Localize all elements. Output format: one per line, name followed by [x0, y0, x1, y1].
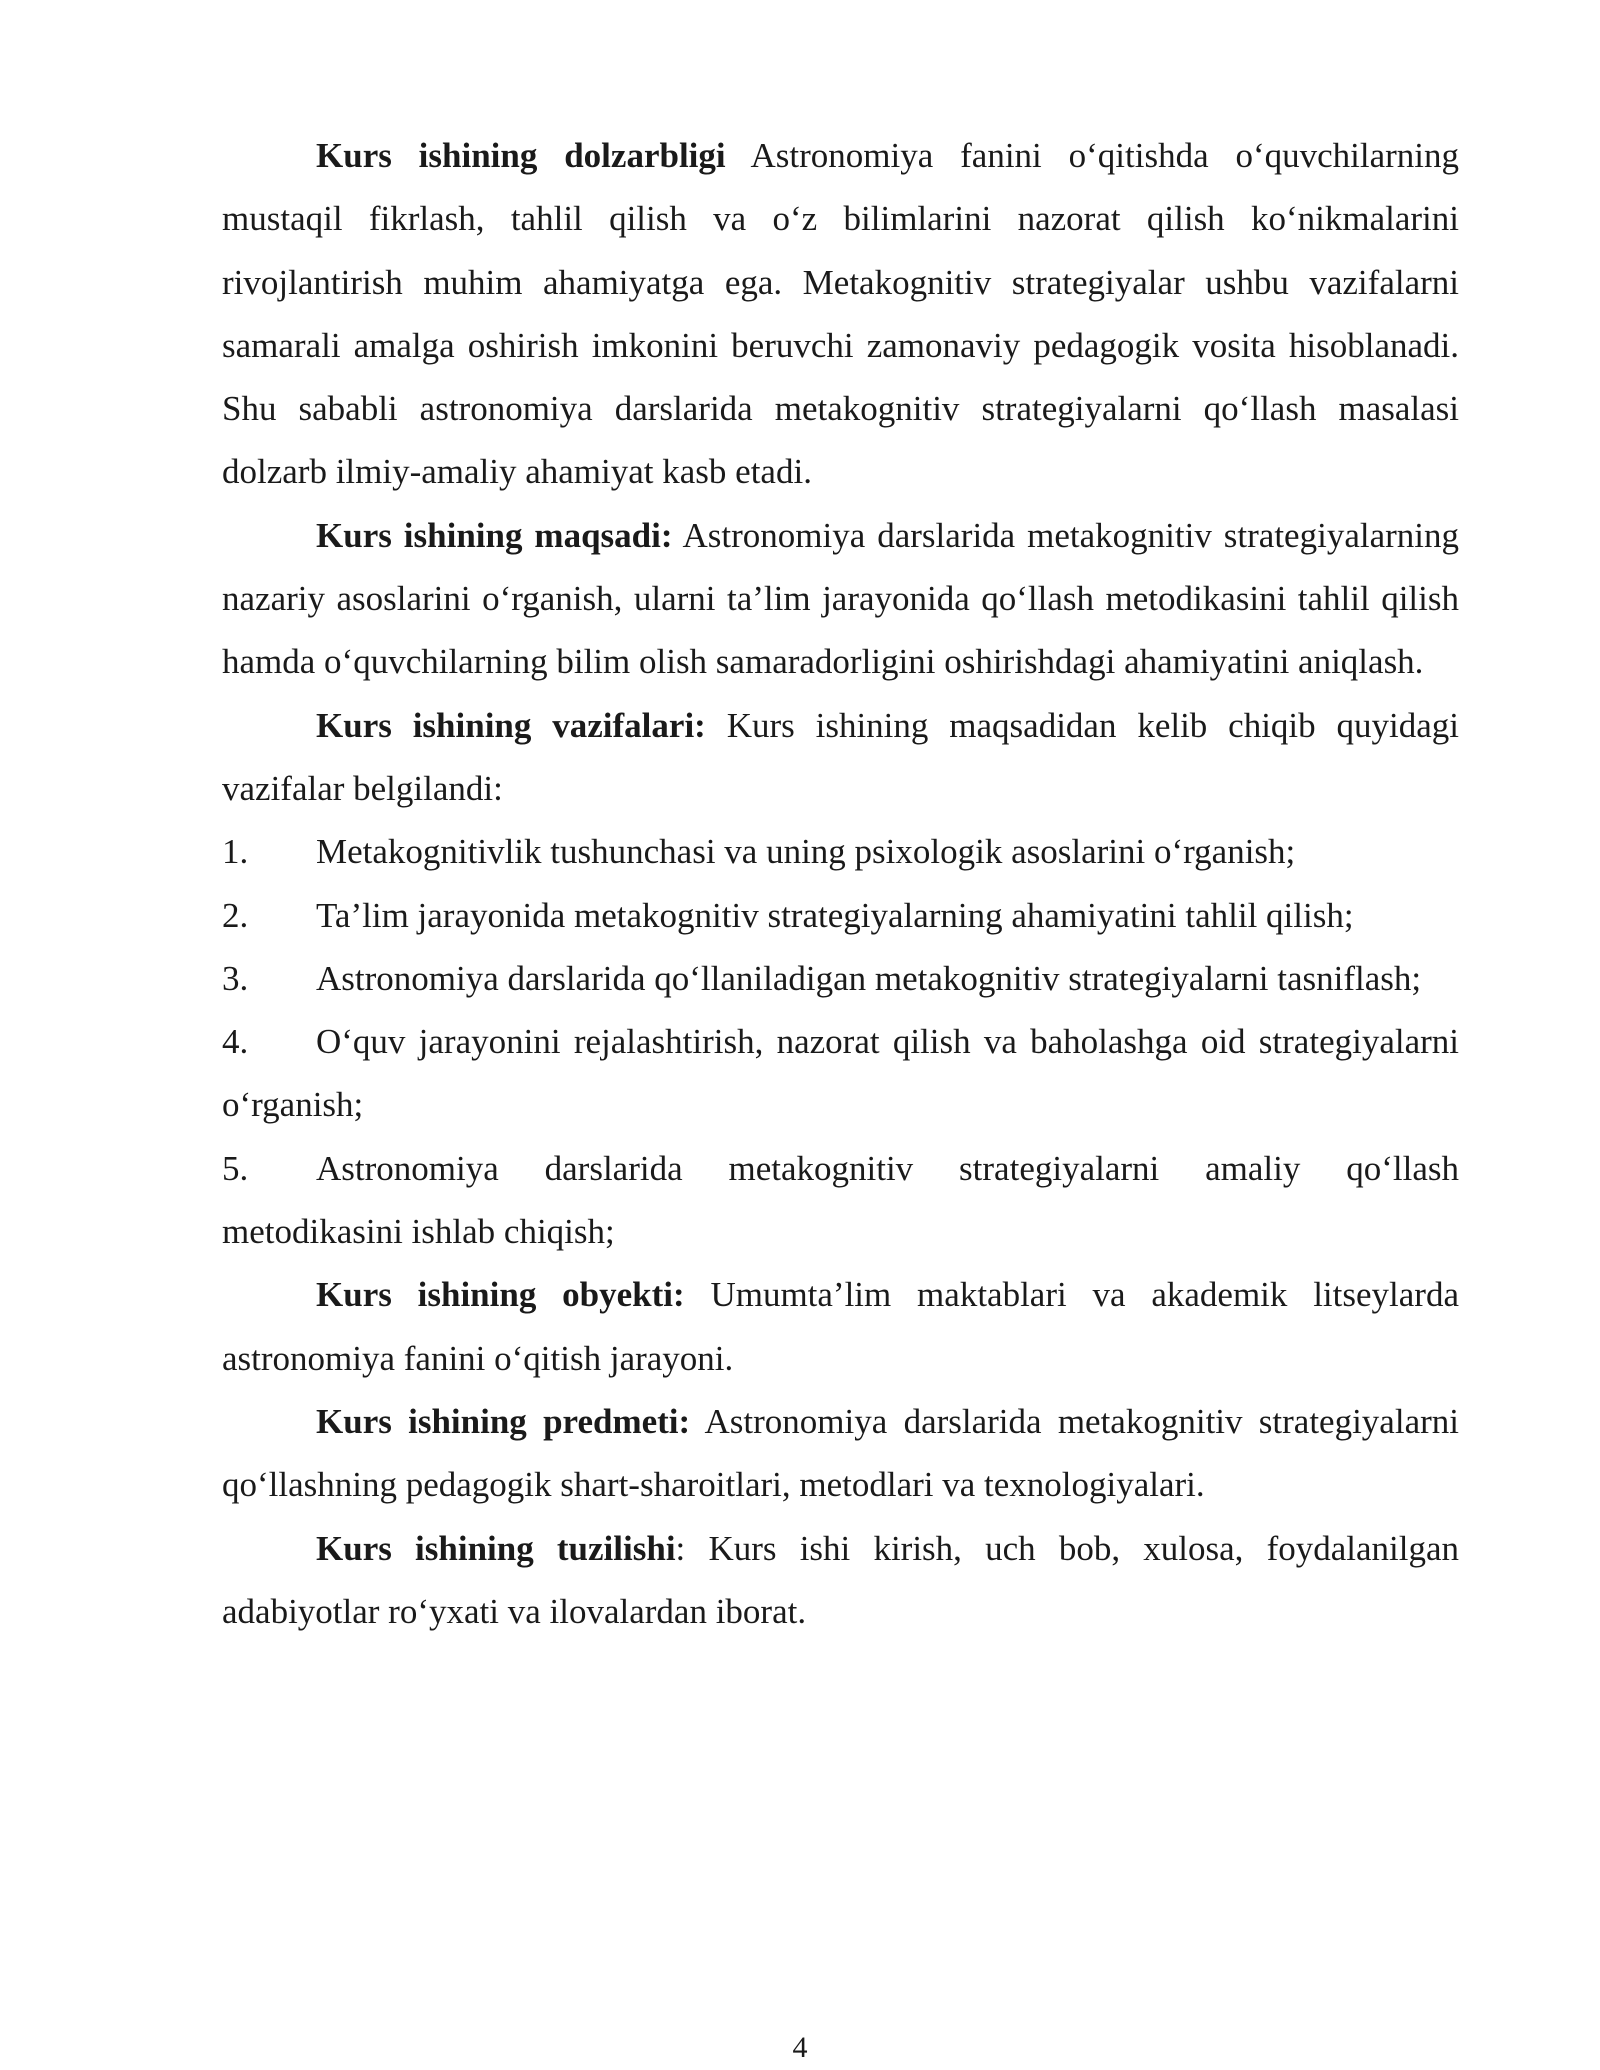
paragraph-predmeti: [222, 1390, 1459, 1517]
text-tuzilishi: : Kurs ishi kirish, uch bob, xulosa, foydalanilgan adabiyotlar ro‘yxati va ilovalardan iborat.: [222, 1528, 1459, 1631]
text-vazifalari: Kurs ishining maqsadidan kelib chiqib quyidagi vazifalar belgilandi:: [222, 705, 1459, 808]
list-item: [222, 1137, 1459, 1264]
task-list: [222, 820, 1459, 1263]
paragraph-tuzilishi: [222, 1517, 1459, 1644]
text-dolzarbligi: Astronomiya fanini o‘qitishda o‘quvchilarning mustaqil fikrlash, tahlil qilish va o‘z bilimlarini nazorat qilish ko‘nikmalarini rivojlantirish muhim ahamiyatga ega. Metakognitiv strategiyalar ushbu vazifalarni samarali amalga oshirish imkonini beruvchi zamonaviy pedagogik vosita hisoblanadi. Shu sababli astronomiya darslarida metakognitiv strategiyalarni qo‘llash masalasi dolzarb ilmiy-amaliy ahamiyat kasb etadi.: [222, 136, 1459, 492]
heading-tuzilishi: Kurs ishining tuzilishi: [316, 1528, 676, 1568]
paragraph-obyekti: [222, 1263, 1459, 1390]
heading-maqsadi: Kurs ishining maqsadi:: [316, 515, 673, 555]
list-item-text: Astronomiya darslarida qo‘llaniladigan metakognitiv strategiyalarni tasniflash;: [316, 958, 1422, 998]
list-item-number: 3.: [222, 958, 249, 998]
text-predmeti: Astronomiya darslarida metakognitiv strategiyalarni qo‘llashning pedagogik shart-sharoitlari, metodlari va texnologiyalari.: [222, 1401, 1459, 1505]
list-item-text: Astronomiya darslarida metakognitiv strategiyalarni amaliy qo‘llash metodikasini ishlab chiqish;: [222, 1148, 1459, 1252]
list-item: [222, 1010, 1459, 1137]
text-obyekti: Umumta’lim maktablari va akademik litseylarda astronomiya fanini o‘qitish jarayoni.: [222, 1275, 1459, 1378]
document-body: [222, 124, 1459, 1643]
heading-predmeti: Kurs ishining predmeti:: [316, 1401, 691, 1441]
heading-vazifalari: Kurs ishining vazifalari:: [316, 705, 706, 745]
list-item-number: 5.: [222, 1148, 249, 1188]
list-item-number: 4.: [222, 1022, 249, 1062]
list-item-text: O‘quv jarayonini rejalashtirish, nazorat qilish va baholashga oid strategiyalarni o‘rganish;: [222, 1022, 1459, 1125]
list-item-text: Ta’lim jarayonida metakognitiv strategiyalarning ahamiyatini tahlil qilish;: [316, 895, 1354, 935]
list-item: [222, 947, 1459, 1010]
heading-dolzarbligi: Kurs ishining dolzarbligi: [316, 136, 726, 175]
list-item: [222, 884, 1459, 947]
list-item-text: Metakognitivlik tushunchasi va uning psixologik asoslarini o‘rganish;: [316, 832, 1296, 872]
paragraph-dolzarbligi: [222, 124, 1459, 504]
page-number: 4: [792, 2031, 808, 2064]
paragraph-vazifalari: [222, 694, 1459, 821]
paragraph-maqsadi: [222, 504, 1459, 694]
list-item-number: 1.: [222, 832, 249, 872]
list-item-number: 2.: [222, 895, 249, 935]
text-maqsadi: Astronomiya darslarida metakognitiv strategiyalarning nazariy asoslarini o‘rganish, ularni ta’lim jarayonida qo‘llash metodikasini tahlil qilish hamda o‘quvchilarning bilim olish samaradorligini oshirishdagi ahamiyatini aniqlash.: [222, 515, 1459, 682]
heading-obyekti: Kurs ishining obyekti:: [316, 1275, 685, 1315]
list-item: [222, 820, 1459, 883]
